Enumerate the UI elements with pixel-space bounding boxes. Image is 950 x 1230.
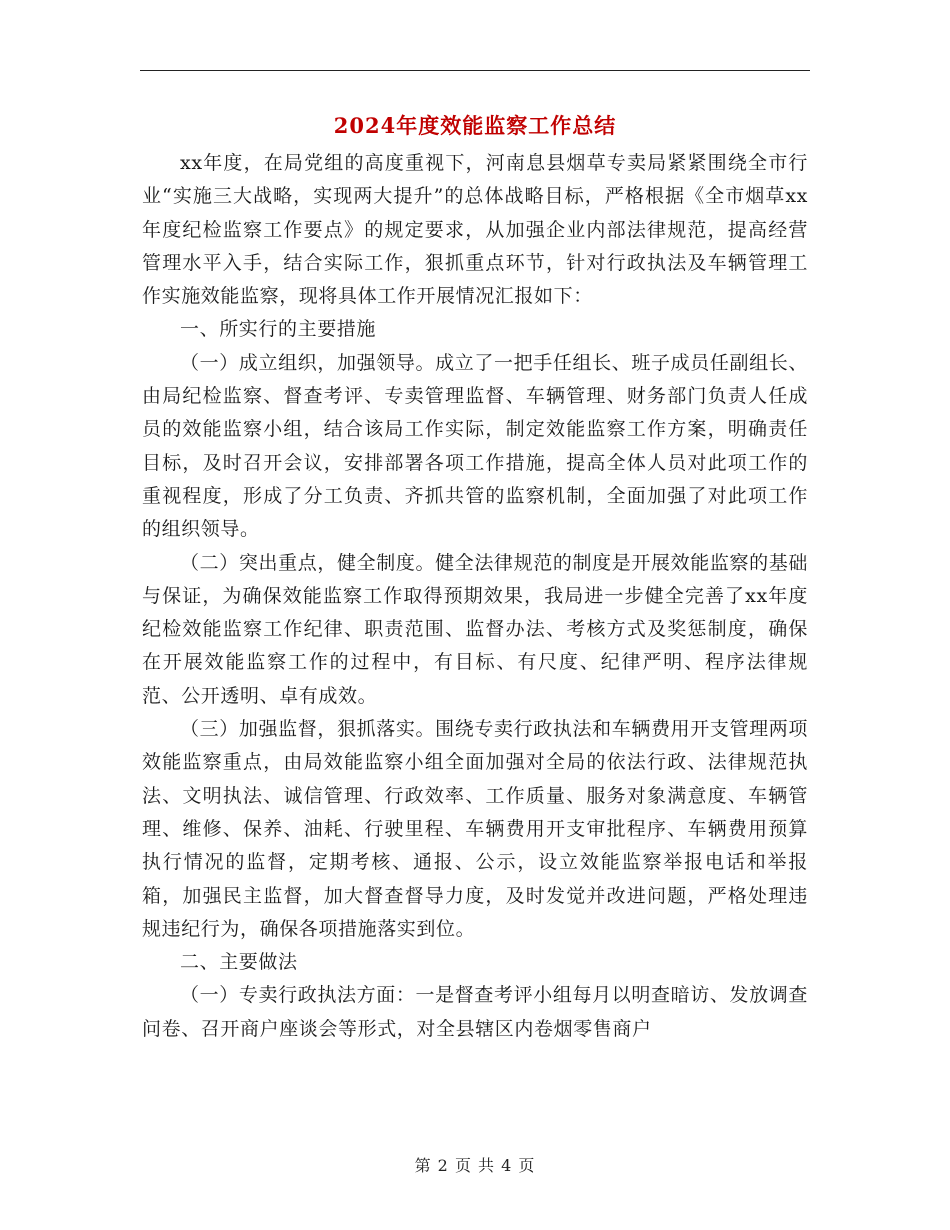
document-body xyxy=(142,147,808,1046)
page-footer: 第 2 页 共 4 页 xyxy=(414,1156,536,1175)
paragraph-measure-3: （三）加强监督，狠抓落实。围绕专卖行政执法和车辆费用开支管理两项效能监察重点，由局效能监察小组全面加强对全局的依法行政、法律规范执法、文明执法、诚信管理、行政效率、工作质量、服务对象满意度、车辆管理、维修、保养、油耗、行驶里程、车辆费用开支审批程序、车辆费用预算执行情况的监督，定期考核、通报、公示，设立效能监察举报电话和举报箱，加强民主监督，加大督查督导力度，及时发觉并改进问题，严格处理违规违纪行为，确保各项措施落实到位。 xyxy=(142,718,808,940)
document-title: 2024年度效能监察工作总结 xyxy=(333,113,617,138)
header-rule xyxy=(140,70,810,71)
paragraph-intro: xx年度，在局党组的高度重视下，河南息县烟草专卖局紧紧围绕全市行业“实施三大战略，实现两大提升”的总体战略目标，严格根据《全市烟草xx年度纪检监察工作要点》的规定要求，从加强企业内部法律规范，提高经营管理水平入手，结合实际工作，狠抓重点环节，针对行政执法及车辆管理工作实施效能监察，现将具体工作开展情况汇报如下： xyxy=(142,152,808,308)
paragraph-practice-1: （一）专卖行政执法方面：一是督查考评小组每月以明查暗访、发放调查问卷、召开商户座谈会等形式，对全县辖区内卷烟零售商户 xyxy=(142,984,808,1040)
paragraph-measure-1: （一）成立组织，加强领导。成立了一把手任组长、班子成员任副组长、由局纪检监察、督查考评、专卖管理监督、车辆管理、财务部门负责人任成员的效能监察小组，结合该局工作实际，制定效能监察工作方案，明确责任目标，及时召开会议，安排部署各项工作措施，提高全体人员对此项工作的重视程度，形成了分工负责、齐抓共管的监察机制，全面加强了对此项工作的组织领导。 xyxy=(142,351,808,541)
paragraph-measure-2: （二）突出重点，健全制度。健全法律规范的制度是开展效能监察的基础与保证，为确保效能监察工作取得预期效果，我局进一步健全完善了xx年度纪检效能监察工作纪律、职责范围、监督办法、考核方式及奖惩制度，确保在开展效能监察工作的过程中，有目标、有尺度、纪律严明、程序法律规范、公开透明、卓有成效。 xyxy=(142,551,808,707)
section-heading-2: 二、主要做法 xyxy=(180,951,298,974)
section-heading-1: 一、所实行的主要措施 xyxy=(180,318,377,341)
